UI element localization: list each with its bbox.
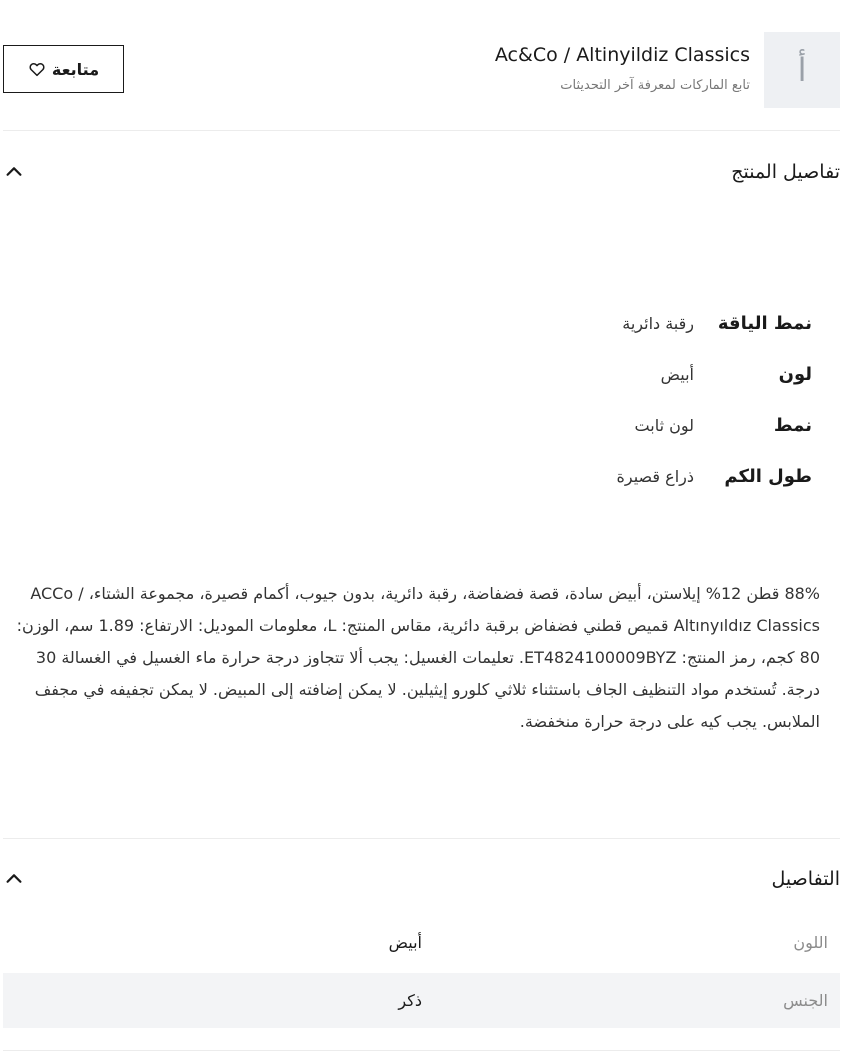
brand-logo[interactable]: أ <box>764 32 840 108</box>
product-attributes <box>412 298 812 502</box>
attribute-label: نمط الياقة <box>717 313 812 334</box>
divider <box>3 1050 840 1051</box>
details-value: أبيض <box>388 933 422 952</box>
attribute-row <box>412 298 812 349</box>
details-row-color <box>3 915 840 970</box>
details-label: الجنس <box>783 991 828 1010</box>
details-value: ذكر <box>398 991 422 1010</box>
details-header[interactable] <box>3 864 840 894</box>
brand-row <box>3 32 840 108</box>
attribute-row <box>412 400 812 451</box>
attribute-value: أبيض <box>660 365 694 384</box>
attribute-value: ذراع قصيرة <box>616 467 694 486</box>
brand-subtitle: تابع الماركات لمعرفة آخر التحديثات <box>560 78 750 93</box>
details-row-gender <box>3 973 840 1028</box>
product-details-title: تفاصيل المنتج <box>731 161 840 183</box>
divider <box>3 838 840 839</box>
follow-button[interactable] <box>3 45 124 93</box>
brand-name[interactable]: Ac&Co / Altinyildiz Classics <box>494 44 750 66</box>
attribute-row <box>412 349 812 400</box>
product-description: 88% قطن 12% إيلاستن، أبيض سادة، قصة فضفاضة، رقبة دائرية، بدون جيوب، أكمام قصيرة، مجموعة الشتاء، ACCo / Altınyıldız Classics قميص قطني فضفاض برقبة دائرية، مقاس المنتج: L، معلومات الموديل: الارتفاع: 1.89 سم، الوزن: 80 كجم، رمز المنتج: ET4824100009BYZ. تعليمات الغسيل: يجب ألا تتجاوز درجة حرارة ماء الغسيل في الغسالة 30 درجة. تُستخدم مواد التنظيف الجاف باستثناء ثلاثي كلورو إيثيلين. لا يمكن إضافته إلى المبيض. لا يمكن تجفيفه في مجفف الملابس. يجب كيه على درجة حرارة منخفضة. <box>16 584 820 731</box>
chevron-up-icon[interactable] <box>3 868 25 890</box>
attribute-value: رقبة دائرية <box>622 314 694 333</box>
attribute-row <box>412 451 812 502</box>
follow-button-label: متابعة <box>51 59 100 79</box>
attribute-label: نمط <box>773 415 812 436</box>
attribute-value: لون ثابت <box>634 416 694 435</box>
details-title: التفاصيل <box>771 868 840 890</box>
details-label: اللون <box>793 933 828 952</box>
divider <box>3 130 840 131</box>
attribute-label: لون <box>778 364 812 385</box>
chevron-up-icon[interactable] <box>3 161 25 183</box>
product-details-header[interactable] <box>3 157 840 187</box>
attribute-label: طول الكم <box>724 466 812 487</box>
heart-outline-icon <box>28 60 46 78</box>
